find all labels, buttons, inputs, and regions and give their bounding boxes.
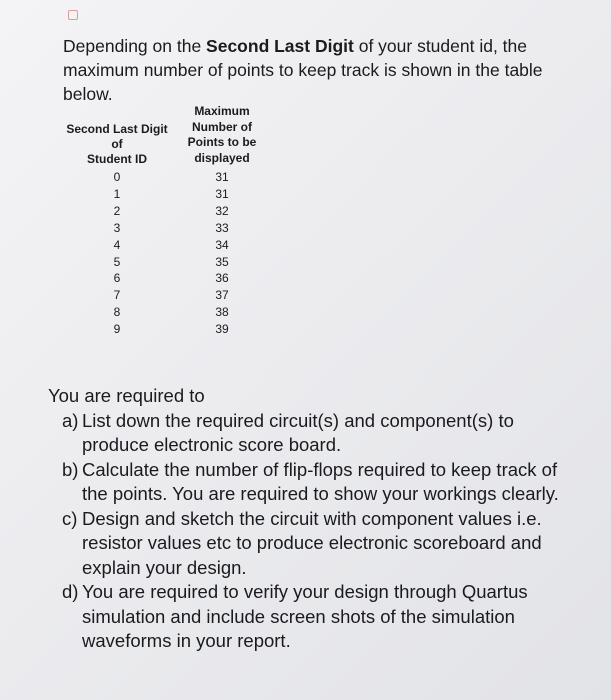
digit-cell: 0 <box>113 170 121 184</box>
task-letter: d) <box>62 581 79 602</box>
digit-cell: 7 <box>113 288 121 303</box>
col2-header <box>182 104 262 166</box>
task-text: Calculate the number of flip-flops required to keep track of the points. You are required to show your workings clearly. <box>82 458 559 504</box>
task-text: Design and sketch the circuit with component values i.e. resistor values etc to produce electronic scoreboard and explain your design. <box>82 507 542 578</box>
task-item <box>62 458 568 507</box>
col1-header-line: Second Last Digit <box>66 122 168 136</box>
task-item <box>62 507 568 581</box>
points-cell: 38 <box>215 305 229 320</box>
intro-text-bold: Second Last Digit <box>206 36 354 56</box>
task-letter: c) <box>62 507 78 529</box>
col2-header-line: Maximum <box>194 104 250 118</box>
task-item <box>62 409 568 458</box>
task-item <box>62 580 568 654</box>
col2-header-line: displayed <box>194 150 250 165</box>
points-cell: 31 <box>215 170 229 184</box>
points-cell: 34 <box>215 237 229 252</box>
task-text: List down the required circuit(s) and component(s) to produce electronic score board. <box>82 409 514 455</box>
col2-header-line: Points to be <box>187 135 257 149</box>
checkbox-icon[interactable] <box>68 10 78 20</box>
intro-text-post: of your student id, the maximum number of points to keep track is shown in the table below. <box>63 36 543 104</box>
points-cell: 31 <box>215 186 229 201</box>
points-cell: 37 <box>215 288 229 303</box>
points-cell: 35 <box>215 254 229 269</box>
digit-cell: 1 <box>113 186 121 201</box>
points-cell: 36 <box>215 271 229 286</box>
col1-header-line: Student ID <box>87 152 147 166</box>
digit-cell: 4 <box>113 237 121 252</box>
col1-header-line: of <box>111 137 123 151</box>
col2-header-line: Number of <box>192 119 252 134</box>
points-cell: 39 <box>215 322 229 337</box>
points-cell: 33 <box>215 220 229 235</box>
digit-cell: 6 <box>113 271 121 286</box>
tasks-section <box>48 384 568 654</box>
digit-cell: 2 <box>113 203 121 218</box>
digit-cell: 5 <box>113 254 121 269</box>
task-text: You are required to verify your design through Quartus simulation and include screen shots of the simulation waveforms in your report. <box>82 581 528 651</box>
points-cell: 32 <box>215 203 229 218</box>
task-letter: a) <box>62 409 79 431</box>
digit-cell: 3 <box>113 220 121 235</box>
intro-text-pre: Depending on the <box>63 36 207 56</box>
col1-header <box>58 122 176 167</box>
intro-paragraph <box>63 34 583 106</box>
task-letter: b) <box>62 458 79 480</box>
digit-cell: 8 <box>113 305 121 320</box>
digit-cell: 9 <box>113 322 121 337</box>
tasks-intro: You are required to <box>48 385 205 406</box>
